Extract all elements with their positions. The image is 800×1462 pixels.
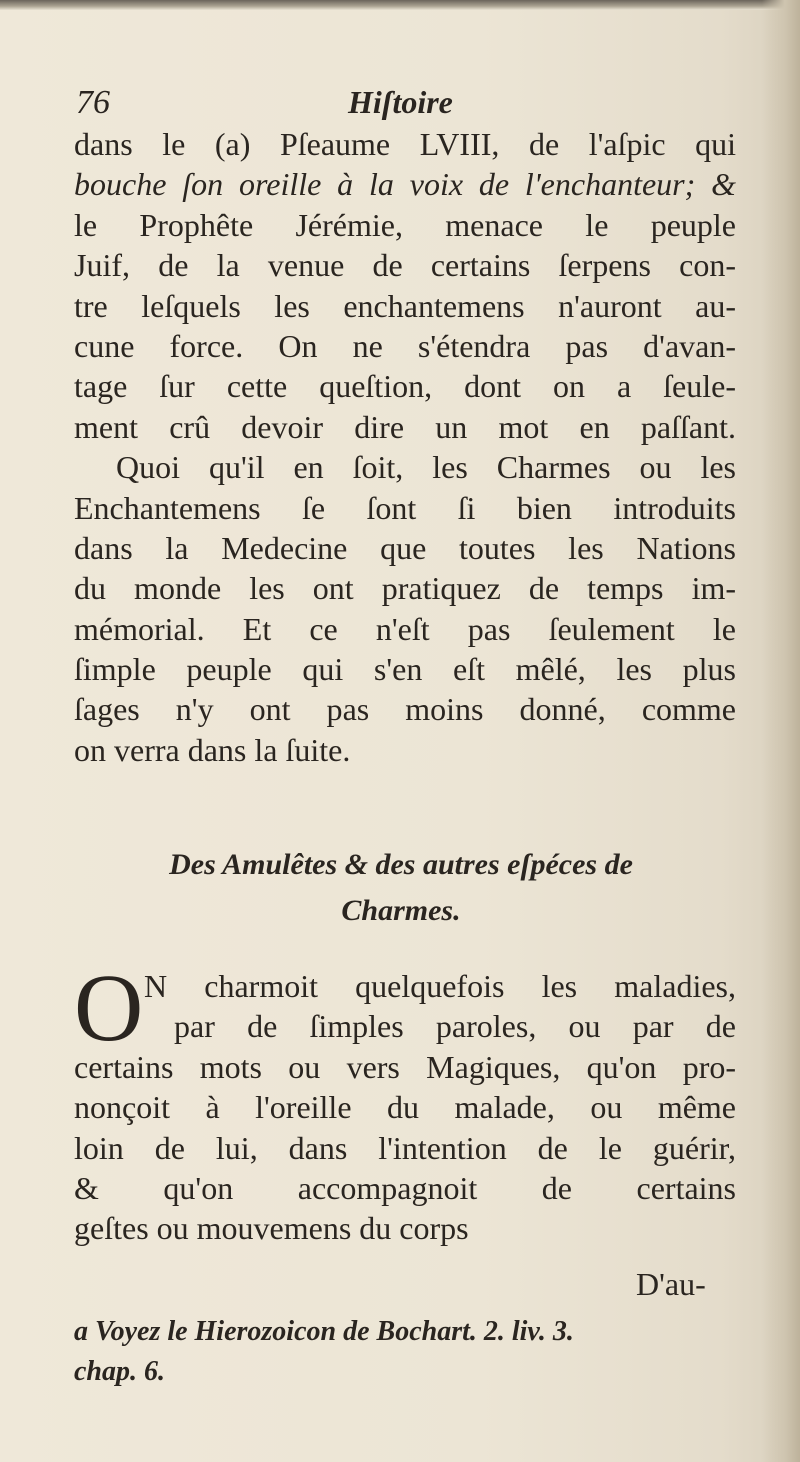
drop-cap: O [74, 954, 144, 1061]
page-number: 76 [76, 84, 110, 121]
footnote [74, 1312, 734, 1392]
text-line: tage ſur cette queſtion, dont on a ſeule- [74, 368, 736, 405]
text-line: cune force. On ne s'étendra pas d'avan- [74, 327, 736, 364]
text-line: dans le (a) Pſeaume LVIII, de l'aſpic qui [74, 126, 736, 162]
page-gutter-shadow [762, 0, 800, 1462]
text-line: Juif, de la venue de certains ſerpens con- [74, 247, 736, 284]
section-heading [96, 842, 706, 934]
page-header [76, 84, 716, 124]
text-line: loin de lui, dans l'intention de le guérir, [74, 1129, 736, 1166]
text-line: on verra dans la ſuite. [74, 731, 351, 768]
text-line: geſtes ou mouvemens du corps [74, 1210, 469, 1247]
text-line: nonçoit à l'oreille du malade, ou même [74, 1089, 736, 1126]
text-line: Enchantemens ſe ſont ſi bien introduits [74, 489, 736, 526]
footnote-line: a Voyez le Hierozoicon de Bochart. 2. liv. 3. [74, 1316, 574, 1347]
page-top-edge [0, 0, 800, 10]
text-line: le Prophête Jérémie, menace le peuple [74, 206, 736, 243]
text-line: N charmoit quelquefois les maladies, [144, 968, 736, 1004]
text-line: Quoi qu'il en ſoit, les Charmes ou les [116, 449, 736, 486]
text-line: & qu'on accompagnoit de certains [74, 1169, 736, 1206]
text-line: certains mots ou vers Magiques, qu'on pro- [74, 1048, 736, 1085]
section-text [74, 954, 736, 1249]
footnote-line: chap. 6. [74, 1356, 165, 1387]
text-line: ſages n'y ont pas moins donné, comme [74, 691, 736, 728]
main-text [74, 124, 736, 770]
text-line: mémorial. Et ce n'eſt pas ſeulement le [74, 610, 736, 647]
text-line: dans la Medecine que toutes les Nations [74, 529, 736, 566]
heading-line: Des Amulêtes & des autres eſpéces de [169, 848, 633, 881]
text-line: par de ſimples paroles, ou par de [174, 1008, 736, 1045]
text-line: tre leſquels les enchantemens n'auront au- [74, 287, 736, 324]
heading-line: Charmes. [341, 894, 461, 927]
text-line: ſimple peuple qui s'en eſt mêlé, les plus [74, 651, 736, 688]
text-line: bouche ſon oreille à la voix de l'enchanteur; & [74, 166, 736, 203]
catchword: D'au- [636, 1266, 706, 1302]
text-line: du monde les ont pratiquez de temps im- [74, 570, 736, 607]
text-line: ment crû devoir dire un mot en paſſant. [74, 408, 736, 445]
running-head: Hiſtoire [348, 84, 453, 120]
